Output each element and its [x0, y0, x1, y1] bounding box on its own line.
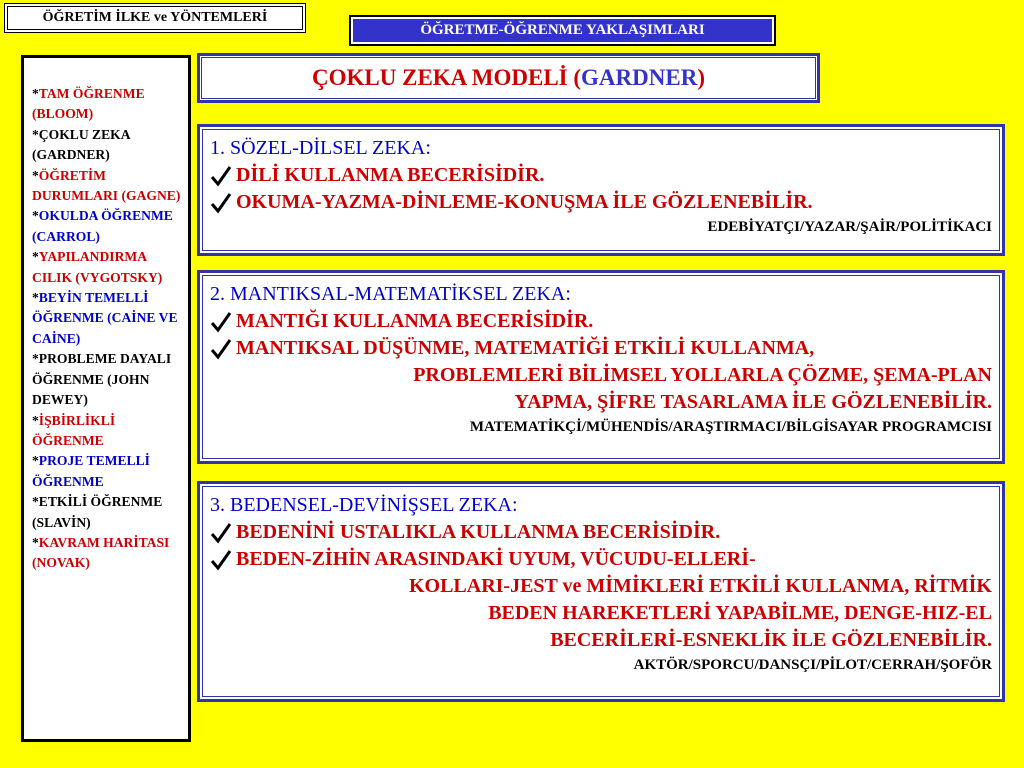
bullet-star: *: [32, 249, 39, 265]
professions: EDEBİYATÇI/YAZAR/ŞAİR/POLİTİKACI: [707, 219, 992, 235]
list-item: [210, 335, 992, 416]
professions: AKTÖR/SPORCU/DANSÇI/PİLOT/CERRAH/ŞOFÖR: [633, 657, 992, 673]
point-text: DİLİ KULLANMA BECERİSİDİR.: [236, 164, 545, 186]
list-item-label: ÇOKLU ZEKA (GARDNER): [32, 126, 130, 163]
list-item-label: PROBLEME DAYALI ÖĞRENME (JOHN DEWEY): [32, 351, 172, 408]
list-item: [32, 288, 184, 349]
card-heading: 3. BEDENSEL-DEVİNİŞSEL ZEKA:: [210, 494, 518, 516]
bullet-star: *: [32, 412, 39, 428]
intelligence-card-verbal: [197, 124, 1005, 256]
title-main: ÇOKLU ZEKA MODELİ (: [312, 65, 582, 90]
list-item-label: KAVRAM HARİTASI (NOVAK): [32, 534, 170, 571]
bullet-star: *: [32, 351, 39, 367]
card-heading: 2. MANTIKSAL-MATEMATİKSEL ZEKA:: [210, 283, 571, 305]
bullet-star: *: [32, 534, 39, 550]
list-item: [210, 308, 992, 335]
list-item-label: BEYİN TEMELLİ ÖĞRENME (CAİNE VE CAİNE): [32, 290, 178, 346]
list-item-label: TAM ÖĞRENME (BLOOM): [32, 86, 145, 122]
list-item-label: PROJE TEMELLİ ÖĞRENME: [32, 453, 150, 489]
checkmark-icon: [210, 311, 232, 333]
point-line: BEDEN-ZİHİN ARASINDAKİ UYUM, VÜCUDU-ELLERİ-: [236, 548, 756, 570]
list-item: [32, 247, 184, 288]
list-item-label: ETKİLİ ÖĞRENME (SLAVİN): [32, 494, 163, 530]
professions: MATEMATİKÇİ/MÜHENDİS/ARAŞTIRMACI/BİLGİSAYAR PROGRAMCISI: [469, 419, 992, 435]
point-line: PROBLEMLERİ BİLİMSEL YOLLARLA ÇÖZME, ŞEMA-PLAN: [413, 364, 992, 386]
bullet-star: *: [32, 290, 39, 306]
point-line: MANTIKSAL DÜŞÜNME, MATEMATİĞİ ETKİLİ KULLANMA,: [236, 337, 815, 359]
point-text: BEDENİNİ USTALIKLA KULLANMA BECERİSİDİR.: [236, 521, 721, 543]
list-item: [32, 206, 184, 247]
list-item: [210, 546, 992, 654]
checkmark-icon: [210, 338, 232, 360]
point-text: [236, 335, 992, 416]
point-text: OKUMA-YAZMA-DİNLEME-KONUŞMA İLE GÖZLENEBİLİR.: [236, 191, 813, 213]
point-line: YAPMA, ŞİFRE TASARLAMA İLE GÖZLENEBİLİR.: [514, 391, 992, 413]
list-item: [32, 411, 184, 452]
intelligence-card-bodily: [197, 481, 1005, 702]
list-item: [210, 162, 992, 189]
checkmark-icon: [210, 192, 232, 214]
list-item: [210, 519, 992, 546]
intelligence-card-logical: [197, 270, 1005, 464]
card-heading: 1. SÖZEL-DİLSEL ZEKA:: [210, 137, 431, 159]
point-line: BEDEN HAREKETLERİ YAPABİLME, DENGE-HIZ-EL: [488, 602, 992, 624]
bullet-star: *: [32, 86, 39, 101]
list-item-label: YAPILANDIRMA CILIK (VYGOTSKY): [32, 249, 163, 285]
bullet-star: *: [32, 167, 39, 183]
list-item: [32, 451, 184, 492]
point-text: [236, 546, 992, 654]
bullet-star: *: [32, 208, 39, 224]
list-item: [32, 166, 184, 207]
list-item: [32, 492, 184, 533]
title-gardner: GARDNER: [581, 65, 698, 90]
list-item: [32, 84, 184, 125]
point-line: BECERİLERİ-ESNEKLİK İLE GÖZLENEBİLİR.: [550, 629, 992, 651]
bullet-star: *: [32, 494, 39, 510]
point-line: KOLLARI-JEST ve MİMİKLERİ ETKİLİ KULLANMA, RİTMİK: [408, 575, 992, 597]
list-item-label: İŞBİRLİKLİ ÖĞRENME: [32, 412, 116, 448]
list-item: [32, 533, 184, 574]
list-item: [32, 125, 184, 166]
list-item-label: OKULDA ÖĞRENME (CARROL): [32, 208, 173, 244]
checkmark-icon: [210, 549, 232, 571]
section-banner: ÖĞRETME-ÖĞRENME YAKLAŞIMLARI: [349, 15, 776, 46]
checkmark-icon: [210, 522, 232, 544]
bullet-star: *: [32, 126, 39, 142]
bullet-star: *: [32, 453, 39, 469]
point-text: MANTIĞI KULLANMA BECERİSİDİR.: [236, 310, 594, 332]
approaches-list: [21, 55, 191, 742]
page-title: [197, 53, 820, 103]
list-item: [210, 189, 992, 216]
list-item-label: ÖĞRETİM DURUMLARI (GAGNE): [32, 167, 181, 204]
checkmark-icon: [210, 165, 232, 187]
title-close: ): [697, 65, 705, 90]
list-item: [32, 349, 184, 410]
corner-label: ÖĞRETİM İLKE ve YÖNTEMLERİ: [4, 3, 306, 33]
